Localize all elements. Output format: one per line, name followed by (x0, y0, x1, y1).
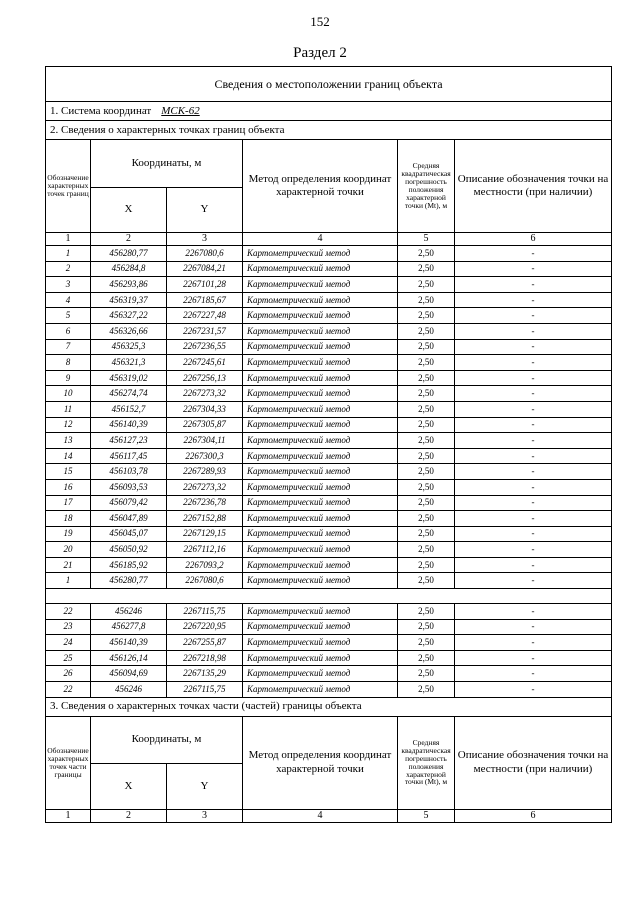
method: Картометрический метод (243, 433, 398, 449)
point-number: 3 (46, 277, 91, 293)
coord-x: 456246 (91, 682, 167, 698)
point-number: 15 (46, 464, 91, 480)
coord-x: 456140,39 (91, 635, 167, 651)
table-row (46, 277, 612, 293)
column-number: 6 (455, 809, 612, 822)
accuracy: 2,50 (398, 292, 455, 308)
coord-y: 2267231,57 (167, 323, 243, 339)
column-number: 4 (243, 233, 398, 246)
coord-x: 456321,3 (91, 355, 167, 371)
point-number: 20 (46, 542, 91, 558)
point-number: 1 (46, 246, 91, 262)
coord-x: 456274,74 (91, 386, 167, 402)
table-row (46, 619, 612, 635)
coord-x: 456246 (91, 604, 167, 620)
coord-y: 2267101,28 (167, 277, 243, 293)
accuracy: 2,50 (398, 308, 455, 324)
coord-y: 2267080,6 (167, 573, 243, 589)
table-row (46, 433, 612, 449)
point-number: 23 (46, 619, 91, 635)
point-number: 12 (46, 417, 91, 433)
description: - (455, 557, 612, 573)
table-row (46, 682, 612, 698)
method: Картометрический метод (243, 339, 398, 355)
coord-x: 456284,8 (91, 261, 167, 277)
point-number: 4 (46, 292, 91, 308)
method: Картометрический метод (243, 292, 398, 308)
accuracy: 2,50 (398, 464, 455, 480)
description: - (455, 604, 612, 620)
coord-x: 456050,92 (91, 542, 167, 558)
point-number: 22 (46, 682, 91, 698)
method: Картометрический метод (243, 246, 398, 262)
point-number: 17 (46, 495, 91, 511)
point-number: 14 (46, 448, 91, 464)
coord-x: 456094,69 (91, 666, 167, 682)
accuracy: 2,50 (398, 542, 455, 558)
coord-x: 456079,42 (91, 495, 167, 511)
description: - (455, 292, 612, 308)
coord-x: 456277,8 (91, 619, 167, 635)
table-row (46, 650, 612, 666)
section-title: Раздел 2 (293, 45, 347, 61)
coord-y: 2267080,6 (167, 246, 243, 262)
table-row (46, 386, 612, 402)
table-row (46, 604, 612, 620)
table-row (46, 557, 612, 573)
coord-x: 456325,3 (91, 339, 167, 355)
coord-x: 456152,7 (91, 401, 167, 417)
table-row (46, 495, 612, 511)
coord-y: 2267084,21 (167, 261, 243, 277)
header-coords: Координаты, м (91, 140, 243, 188)
accuracy: 2,50 (398, 495, 455, 511)
header-coords: Координаты, м (91, 716, 243, 764)
point-number: 21 (46, 557, 91, 573)
column-number: 5 (398, 809, 455, 822)
description: - (455, 370, 612, 386)
method: Картометрический метод (243, 526, 398, 542)
description: - (455, 355, 612, 371)
coord-x: 456117,45 (91, 448, 167, 464)
description: - (455, 417, 612, 433)
coord-y: 2267135,29 (167, 666, 243, 682)
coord-x: 456293,86 (91, 277, 167, 293)
table-row (46, 526, 612, 542)
method: Картометрический метод (243, 511, 398, 527)
coord-y: 2267129,15 (167, 526, 243, 542)
accuracy: 2,50 (398, 401, 455, 417)
table-row (46, 417, 612, 433)
column-number: 1 (46, 233, 91, 246)
header-point-part: Обозначение характерных точек части границы (46, 716, 91, 809)
header-x: X (91, 764, 167, 810)
coord-x: 456126,14 (91, 650, 167, 666)
accuracy: 2,50 (398, 619, 455, 635)
coord-x: 456103,78 (91, 464, 167, 480)
column-number: 3 (167, 233, 243, 246)
point-number: 5 (46, 308, 91, 324)
method: Картометрический метод (243, 323, 398, 339)
header-x: X (91, 187, 167, 233)
coord-y: 2267256,13 (167, 370, 243, 386)
description: - (455, 635, 612, 651)
coord-y: 2267255,87 (167, 635, 243, 651)
accuracy: 2,50 (398, 526, 455, 542)
accuracy: 2,50 (398, 573, 455, 589)
description: - (455, 448, 612, 464)
coord-y: 2267304,11 (167, 433, 243, 449)
description: - (455, 573, 612, 589)
point-number: 8 (46, 355, 91, 371)
page-number: 152 (310, 14, 330, 29)
accuracy: 2,50 (398, 261, 455, 277)
table-row (46, 308, 612, 324)
description: - (455, 261, 612, 277)
point-number: 13 (46, 433, 91, 449)
coord-y: 2267185,67 (167, 292, 243, 308)
accuracy: 2,50 (398, 511, 455, 527)
accuracy: 2,50 (398, 355, 455, 371)
column-number: 2 (91, 233, 167, 246)
coord-y: 2267115,75 (167, 604, 243, 620)
header-method: Метод определения координат характерной точки (243, 140, 398, 233)
accuracy: 2,50 (398, 323, 455, 339)
accuracy: 2,50 (398, 386, 455, 402)
description: - (455, 339, 612, 355)
method: Картометрический метод (243, 682, 398, 698)
point-number: 11 (46, 401, 91, 417)
table-row (46, 635, 612, 651)
coord-y: 2267236,55 (167, 339, 243, 355)
description: - (455, 526, 612, 542)
description: - (455, 323, 612, 339)
coord-x: 456319,37 (91, 292, 167, 308)
coord-system-row (46, 102, 612, 121)
method: Картометрический метод (243, 277, 398, 293)
method: Картометрический метод (243, 401, 398, 417)
boundary-table (45, 66, 612, 823)
accuracy: 2,50 (398, 370, 455, 386)
coord-x: 456326,66 (91, 323, 167, 339)
description: - (455, 650, 612, 666)
table-row (46, 511, 612, 527)
description: - (455, 464, 612, 480)
point-number: 2 (46, 261, 91, 277)
coord-x: 456327,22 (91, 308, 167, 324)
table-row (46, 339, 612, 355)
description: - (455, 666, 612, 682)
description: - (455, 401, 612, 417)
table-title: Сведения о местоположении границ объекта (46, 67, 612, 102)
point-number: 16 (46, 479, 91, 495)
table-row (46, 666, 612, 682)
point-number: 19 (46, 526, 91, 542)
method: Картометрический метод (243, 542, 398, 558)
column-number: 2 (91, 809, 167, 822)
accuracy: 2,50 (398, 277, 455, 293)
method: Картометрический метод (243, 650, 398, 666)
accuracy: 2,50 (398, 246, 455, 262)
point-number: 24 (46, 635, 91, 651)
coord-y: 2267304,33 (167, 401, 243, 417)
coord-x: 456127,23 (91, 433, 167, 449)
header-accuracy: Средняя квадратическая погрешность положения характерной точки (Mt), м (398, 716, 455, 809)
point-number: 26 (46, 666, 91, 682)
section-2-title: 2. Сведения о характерных точках границ объекта (46, 121, 612, 140)
coord-y: 2267220,95 (167, 619, 243, 635)
method: Картометрический метод (243, 619, 398, 635)
coord-y: 2267152,88 (167, 511, 243, 527)
coord-y: 2267245,61 (167, 355, 243, 371)
header-description: Описание обозначения точки на местности (при наличии) (455, 140, 612, 233)
coord-y: 2267273,32 (167, 479, 243, 495)
description: - (455, 246, 612, 262)
accuracy: 2,50 (398, 448, 455, 464)
description: - (455, 619, 612, 635)
header-y: Y (167, 187, 243, 233)
column-number: 1 (46, 809, 91, 822)
header-description: Описание обозначения точки на местности (при наличии) (455, 716, 612, 809)
table-row (46, 355, 612, 371)
header-method: Метод определения координат характерной точки (243, 716, 398, 809)
spacer-row (46, 589, 612, 604)
method: Картометрический метод (243, 370, 398, 386)
column-numbers-row (46, 233, 612, 246)
description: - (455, 511, 612, 527)
description: - (455, 682, 612, 698)
coord-x: 456045,07 (91, 526, 167, 542)
method: Картометрический метод (243, 479, 398, 495)
point-number: 7 (46, 339, 91, 355)
method: Картометрический метод (243, 573, 398, 589)
method: Картометрический метод (243, 604, 398, 620)
table-row (46, 542, 612, 558)
method: Картометрический метод (243, 557, 398, 573)
method: Картометрический метод (243, 666, 398, 682)
coord-x: 456319,02 (91, 370, 167, 386)
section-3-title: 3. Сведения о характерных точках части (частей) границы объекта (46, 697, 612, 716)
column-number: 5 (398, 233, 455, 246)
coord-x: 456047,89 (91, 511, 167, 527)
table-row (46, 246, 612, 262)
coord-y: 2267112,16 (167, 542, 243, 558)
method: Картометрический метод (243, 417, 398, 433)
column-number: 3 (167, 809, 243, 822)
table-row (46, 464, 612, 480)
description: - (455, 433, 612, 449)
header-accuracy: Средняя квадратическая погрешность положения характерной точки (Mt), м (398, 140, 455, 233)
coord-y: 2267300,3 (167, 448, 243, 464)
point-number: 10 (46, 386, 91, 402)
description: - (455, 386, 612, 402)
method: Картометрический метод (243, 355, 398, 371)
method: Картометрический метод (243, 448, 398, 464)
accuracy: 2,50 (398, 635, 455, 651)
coord-y: 2267236,78 (167, 495, 243, 511)
coord-x: 456140,39 (91, 417, 167, 433)
coord-system-label: 1. Система координат (50, 104, 152, 117)
method: Картометрический метод (243, 635, 398, 651)
accuracy: 2,50 (398, 417, 455, 433)
coord-system-value: МСК-62 (161, 104, 200, 117)
point-number: 6 (46, 323, 91, 339)
method: Картометрический метод (243, 495, 398, 511)
coord-x: 456280,77 (91, 573, 167, 589)
coord-y: 2267227,48 (167, 308, 243, 324)
point-number: 22 (46, 604, 91, 620)
method: Картометрический метод (243, 261, 398, 277)
table-row (46, 401, 612, 417)
accuracy: 2,50 (398, 682, 455, 698)
coord-y: 2267093,2 (167, 557, 243, 573)
table-row (46, 323, 612, 339)
method: Картометрический метод (243, 386, 398, 402)
header-y: Y (167, 764, 243, 810)
table-row (46, 479, 612, 495)
description: - (455, 495, 612, 511)
table-row (46, 261, 612, 277)
description: - (455, 308, 612, 324)
method: Картометрический метод (243, 308, 398, 324)
column-number: 4 (243, 809, 398, 822)
point-number: 9 (46, 370, 91, 386)
header-point: Обозначение характерных точек границ (46, 140, 91, 233)
description: - (455, 479, 612, 495)
accuracy: 2,50 (398, 650, 455, 666)
coord-y: 2267218,98 (167, 650, 243, 666)
table-row (46, 573, 612, 589)
coord-x: 456280,77 (91, 246, 167, 262)
point-number: 18 (46, 511, 91, 527)
accuracy: 2,50 (398, 339, 455, 355)
description: - (455, 277, 612, 293)
column-numbers-row (46, 809, 612, 822)
table-row (46, 370, 612, 386)
point-number: 1 (46, 573, 91, 589)
accuracy: 2,50 (398, 479, 455, 495)
description: - (455, 542, 612, 558)
table-row (46, 292, 612, 308)
coord-y: 2267289,93 (167, 464, 243, 480)
accuracy: 2,50 (398, 557, 455, 573)
coord-y: 2267273,32 (167, 386, 243, 402)
accuracy: 2,50 (398, 604, 455, 620)
accuracy: 2,50 (398, 433, 455, 449)
accuracy: 2,50 (398, 666, 455, 682)
coord-x: 456185,92 (91, 557, 167, 573)
table-row (46, 448, 612, 464)
coord-y: 2267115,75 (167, 682, 243, 698)
point-number: 25 (46, 650, 91, 666)
coord-y: 2267305,87 (167, 417, 243, 433)
method: Картометрический метод (243, 464, 398, 480)
column-number: 6 (455, 233, 612, 246)
coord-x: 456093,53 (91, 479, 167, 495)
